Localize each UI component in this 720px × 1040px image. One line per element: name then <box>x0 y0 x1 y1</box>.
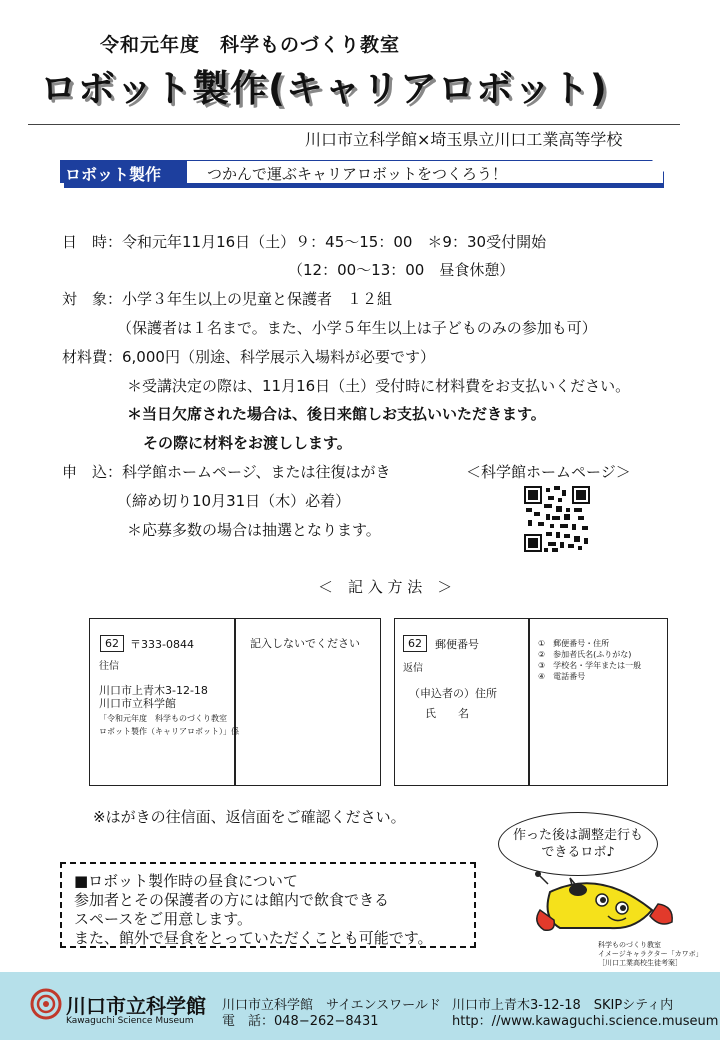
date-line: 日 時：令和元年11月16日（土）９：45〜15：00 ＊9：30受付開始 <box>62 233 547 251</box>
lottery-note: ＊応募多数の場合は抽選となります。 <box>127 521 381 539</box>
footer-address: 川口市上青木3-12-18 SKIPシティ内 <box>452 998 674 1013</box>
outgoing-back-text: 記入しないでください <box>250 637 360 650</box>
confirm-note: ※はがきの往信面、返信面をご確認ください。 <box>93 808 406 826</box>
outgoing-postal: 〒333-0844 <box>130 638 194 651</box>
museum-logo-icon <box>30 988 62 1020</box>
reply-name-label: 氏 名 <box>425 707 469 720</box>
banner-corner <box>652 160 666 174</box>
reply-postcard <box>394 618 668 786</box>
lunch-title: ■ロボット製作時の昼食について <box>74 872 298 890</box>
bubble-line-2: できるロボ♪ <box>541 845 615 860</box>
mascot-caption-2: イメージキャラクター「カワボ」 <box>598 950 703 958</box>
outgoing-note-1: 「令和元年度 科学ものづくり教室 <box>99 714 227 723</box>
speech-bubble <box>498 812 658 876</box>
lunch-line-1: 参加者とその保護者の方には館内で飲食できる <box>74 891 390 909</box>
outgoing-note-2: ロボット製作（キャリアロボット）」係 <box>99 727 239 736</box>
reply-postal-label: 郵便番号 <box>435 638 479 651</box>
mascot-caption-1: 科学ものづくり教室 <box>598 941 661 949</box>
reply-item-2: ② 参加者氏名(ふりがな) <box>538 650 632 659</box>
organizers: 川口市立科学館×埼玉県立川口工業高等学校 <box>305 130 623 149</box>
deadline-line: （締め切り10月31日（木）必着） <box>117 492 351 510</box>
reply-item-3: ③ 学校名・学年または一般 <box>538 661 642 670</box>
fee-line: 材料費：6,000円（別途、科学展示入場料が必要です） <box>62 348 435 366</box>
fee-note-materials: その際に材料をお渡しします。 <box>143 434 352 452</box>
target-line: 対 象：小学３年生以上の児童と保護者 １２組 <box>62 290 393 308</box>
reply-item-4: ④ 電話番号 <box>538 672 586 681</box>
lunch-line-3: また、館外で昼食をとっていただくことも可能です。 <box>74 929 433 947</box>
footer-museum-name: 川口市立科学館 <box>66 994 206 1018</box>
outgoing-address: 川口市上青木3-12-18 <box>99 684 208 697</box>
reply-label: 返信 <box>403 663 423 674</box>
mascot-illustration <box>530 870 680 940</box>
lunch-info-box <box>60 862 476 948</box>
outgoing-label: 往信 <box>99 661 119 672</box>
bubble-line-1: 作った後は調整走行も <box>512 828 643 843</box>
lunch-break-line: （12：00〜13：00 昼食休憩） <box>288 261 515 279</box>
postcard-divider <box>528 619 530 785</box>
banner-message: つかんで運ぶキャリアロボットをつくろう！ <box>187 160 664 183</box>
footer-website-link[interactable]: http：//www.kawaguchi.science.museum <box>452 1014 719 1029</box>
target-note: （保護者は１名まで。また、小学５年生以上は子どものみの参加も可） <box>117 319 597 337</box>
outgoing-box-number: 62 <box>100 635 124 652</box>
footer <box>0 972 720 1040</box>
lunch-line-2: スペースをご用意します。 <box>74 910 253 928</box>
postcard-divider <box>234 619 236 785</box>
outgoing-recipient: 川口市立科学館 <box>99 697 176 710</box>
title-divider <box>28 124 680 125</box>
footer-facility: 川口市立科学館 サイエンスワールド <box>222 998 441 1013</box>
qr-code[interactable] <box>524 486 590 552</box>
reply-address-label: （申込者の）住所 <box>409 687 497 700</box>
fee-note-payment: ＊受講決定の際は、11月16日（土）受付時に材料費をお支払いください。 <box>127 377 631 395</box>
footer-museum-name-en: Kawaguchi Science Museum <box>66 1016 194 1026</box>
hp-label: ＜科学館ホームページ＞ <box>466 463 631 481</box>
outgoing-postcard <box>89 618 381 786</box>
howto-heading: ＜ 記 入 方 法 ＞ <box>318 578 453 596</box>
footer-phone: 電 話：048−262−8431 <box>222 1014 379 1029</box>
apply-line: 申 込：科学館ホームページ、または往復はがき <box>62 463 391 481</box>
section-banner <box>60 160 664 187</box>
reply-box-number: 62 <box>403 635 427 652</box>
mascot-caption-3: ［川口工業高校生徒考案］ <box>598 959 682 967</box>
event-subtitle: 令和元年度 科学ものづくり教室 <box>100 34 401 56</box>
banner-label: ロボット製作 <box>60 160 187 183</box>
page-title: ロボット製作(キャリアロボット) <box>40 67 608 110</box>
fee-note-absence: ＊当日欠席された場合は、後日来館しお支払いいただきます。 <box>127 405 546 423</box>
reply-item-1: ① 郵便番号・住所 <box>538 639 610 648</box>
